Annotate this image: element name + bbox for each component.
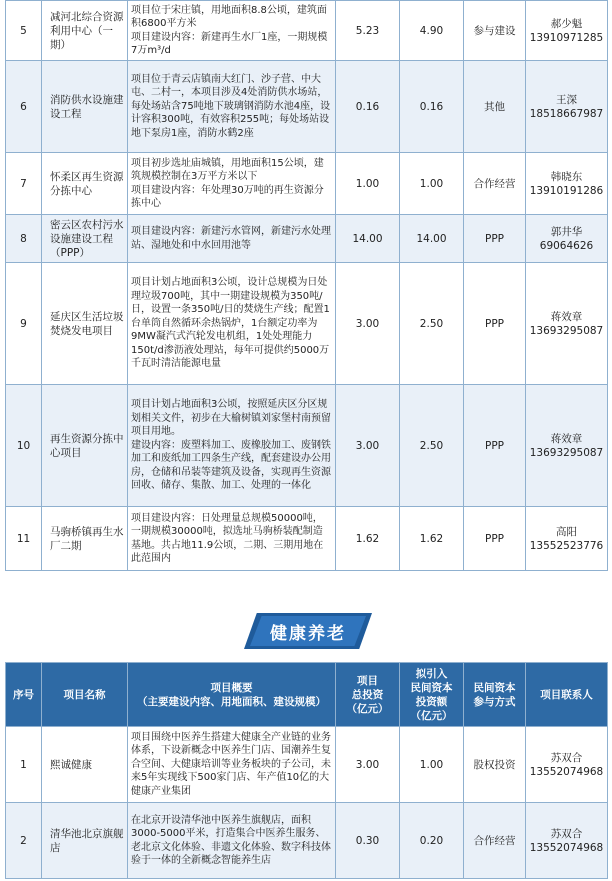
contact-phone: 13910191286 [529, 184, 604, 197]
row-number: 11 [6, 507, 42, 571]
contact-cell [526, 215, 608, 263]
header-contact: 项目联系人 [526, 663, 608, 727]
row-number: 5 [6, 1, 42, 61]
private-investment: 0.20 [400, 803, 464, 879]
project-description: 项目初步选址庙城镇，用地面积15公顷，建筑规模控制在3万平方米以下 项目建设内容：年处理30万吨的再生资源分拣中心 [128, 153, 336, 215]
contact-cell [526, 385, 608, 507]
project-description: 项目计划占地面积3公顷，设计总规模为日处理垃圾700吨，其中一期建设规模为350吨/日，设置一条350吨/日的焚烧生产线；配置1台单筒自然循环余热锅炉，1台额定功率为9MW凝汽式汽轮发电机组，1处处理能力150t/d渗沥液处理站，每年可提供约5000万千瓦时清洁能源电量 [128, 263, 336, 385]
participation-mode: PPP [464, 263, 526, 385]
header-total-investment: 项目 总投资 （亿元） [336, 663, 400, 727]
total-investment: 5.23 [336, 1, 400, 61]
contact-name: 蒋效章 [550, 432, 583, 445]
table-row [6, 215, 608, 263]
row-number: 9 [6, 263, 42, 385]
project-name: 熙诚健康 [42, 727, 128, 803]
total-investment: 0.16 [336, 61, 400, 153]
private-investment: 2.50 [400, 385, 464, 507]
contact-phone: 13552523776 [529, 539, 604, 552]
contact-phone: 69064626 [539, 239, 594, 252]
contact-name: 苏双合 [550, 751, 583, 764]
private-investment: 0.16 [400, 61, 464, 153]
health-projects-table [5, 662, 608, 879]
private-investment: 14.00 [400, 215, 464, 263]
project-name: 怀柔区再生资源分拣中心 [42, 153, 128, 215]
table-row [6, 1, 608, 61]
contact-name: 王深 [556, 93, 577, 106]
total-investment: 3.00 [336, 263, 400, 385]
contact-name: 郭井华 [550, 225, 583, 238]
project-description: 项目位于青云店镇南大红门、沙子营、中大屯、二村一，本项目涉及4处消防供水场站，每处场站含75吨地下玻璃钢消防水池4座，设计容积300吨，有效容积255吨；每处场站设地下泵房1座，消防水鹤2座 [128, 61, 336, 153]
contact-phone: 13552074968 [529, 841, 604, 854]
project-name: 再生资源分拣中心项目 [42, 385, 128, 507]
row-number: 10 [6, 385, 42, 507]
contact-cell [526, 263, 608, 385]
project-name: 马驹桥镇再生水厂二期 [42, 507, 128, 571]
private-investment: 1.62 [400, 507, 464, 571]
table-row [6, 61, 608, 153]
contact-cell [526, 1, 608, 61]
private-investment: 1.00 [400, 727, 464, 803]
participation-mode: 其他 [464, 61, 526, 153]
row-number: 1 [6, 727, 42, 803]
contact-cell [526, 153, 608, 215]
participation-mode: 股权投资 [464, 727, 526, 803]
row-number: 7 [6, 153, 42, 215]
header-description: 项目概要 （主要建设内容、用地面积、建设规模） [128, 663, 336, 727]
contact-name: 苏双合 [550, 827, 583, 840]
project-description: 项目围绕中医养生搭建大健康全产业链的业务体系，下设新概念中医养生门店、国潮养生复合空间、大健康培训等业务板块的子公司，未来5年实现线下500家门店、年产值10亿的大健康产业集团 [128, 727, 336, 803]
contact-cell [526, 507, 608, 571]
contact-name: 蒋效章 [550, 310, 583, 323]
table-row [6, 263, 608, 385]
participation-mode: PPP [464, 385, 526, 507]
project-description: 项目建设内容：日处理量总规模50000吨，一期规模30000吨，拟选址马驹桥装配制造基地。共占地11.9公顷，二期、三期用地在此范围内 [128, 507, 336, 571]
private-investment: 1.00 [400, 153, 464, 215]
participation-mode: PPP [464, 507, 526, 571]
table-row [6, 803, 608, 879]
project-description: 项目计划占地面积3公顷，按照延庆区分区规划相关文件，初步在大榆树镇刘家堡村南预留项目用地。 建设内容：废塑料加工、废橡胶加工、废钢铁加工和废纸加工四条生产线，配套建设办公用房，仓储和吊装等建筑及设备，实现再生资源回收、储存、集散、加工、处理的一体化 [128, 385, 336, 507]
project-description: 项目位于宋庄镇，用地面积8.8公顷，建筑面积6800平方米 项目建设内容：新建再生水厂1座，一期规模7万m³/d [128, 1, 336, 61]
private-investment: 2.50 [400, 263, 464, 385]
header-participation-mode: 民间资本 参与方式 [464, 663, 526, 727]
table-row [6, 385, 608, 507]
header-private-investment: 拟引入 民间资本 投资额 （亿元） [400, 663, 464, 727]
total-investment: 14.00 [336, 215, 400, 263]
total-investment: 3.00 [336, 727, 400, 803]
contact-name: 高阳 [556, 525, 577, 538]
contact-phone: 13910971285 [529, 31, 604, 44]
project-name: 减河北综合资源利用中心（一期） [42, 1, 128, 61]
contact-cell [526, 803, 608, 879]
row-number: 6 [6, 61, 42, 153]
total-investment: 0.30 [336, 803, 400, 879]
contact-cell [526, 61, 608, 153]
contact-cell [526, 727, 608, 803]
row-number: 2 [6, 803, 42, 879]
participation-mode: 合作经营 [464, 803, 526, 879]
total-investment: 1.62 [336, 507, 400, 571]
table-row [6, 153, 608, 215]
project-name: 清华池北京旗舰店 [42, 803, 128, 879]
project-description: 在北京开设清华池中医养生旗舰店，面积3000-5000平米，打造集合中医养生服务、老北京文化体验、非遗文化体验、数字科技体验于一体的全新概念智能养生店 [128, 803, 336, 879]
project-name: 密云区农村污水设施建设工程（PPP） [42, 215, 128, 263]
contact-phone: 13693295087 [529, 324, 604, 337]
contact-name: 郝少魁 [550, 17, 583, 30]
total-investment: 3.00 [336, 385, 400, 507]
participation-mode: PPP [464, 215, 526, 263]
project-name: 消防供水设施建设工程 [42, 61, 128, 153]
total-investment: 1.00 [336, 153, 400, 215]
contact-phone: 18518667987 [529, 107, 604, 120]
section-banner [244, 613, 372, 649]
participation-mode: 参与建设 [464, 1, 526, 61]
contact-phone: 13552074968 [529, 765, 604, 778]
table-row [6, 507, 608, 571]
contact-phone: 13693295087 [529, 446, 604, 459]
table-header-row [6, 663, 608, 727]
contact-name: 韩晓东 [550, 170, 583, 183]
project-description: 项目建设内容：新建污水管网，新建污水处理站、湿地处和中水回用池等 [128, 215, 336, 263]
header-number: 序号 [6, 663, 42, 727]
project-name: 延庆区生活垃圾焚烧发电项目 [42, 263, 128, 385]
table-row [6, 727, 608, 803]
section-title: 健康养老 [270, 623, 346, 644]
row-number: 8 [6, 215, 42, 263]
header-name: 项目名称 [42, 663, 128, 727]
participation-mode: 合作经营 [464, 153, 526, 215]
private-investment: 4.90 [400, 1, 464, 61]
environment-projects-table [5, 0, 608, 571]
